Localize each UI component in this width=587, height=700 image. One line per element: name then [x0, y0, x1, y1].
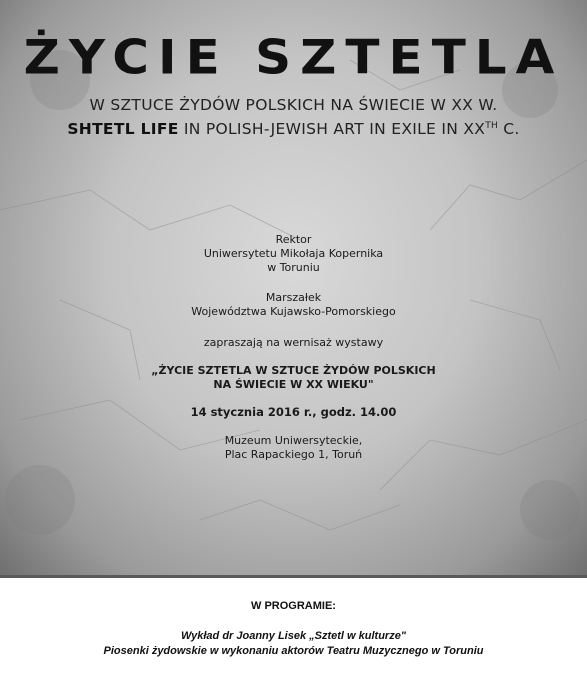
event-datetime: 14 stycznia 2016 r., godz. 14.00 [190, 405, 397, 419]
host-marshal [0, 291, 587, 319]
subtitle-english-rest: IN POLISH-JEWISH ART IN EXILE IN XX [178, 120, 486, 138]
program-lecture: Wykład dr Joanny Lisek „Sztetl w kulturze" [180, 630, 407, 642]
subtitle-english-bold: SHTETL LIFE [67, 120, 179, 138]
program-songs: Piosenki żydowskie w wykonaniu aktorów Teatru Muzycznego w Toruniu [103, 645, 484, 657]
subtitle-english-sup: TH [485, 120, 499, 131]
event-venue [0, 434, 587, 462]
host-rector-city: w Toruniu [267, 261, 320, 274]
host-rector-title: Rektor [275, 233, 312, 246]
venue-name: Muzeum Uniwersyteckie, [224, 434, 363, 447]
subtitle-english [0, 120, 587, 138]
subtitle-english-end: C. [498, 120, 520, 138]
program-heading: W PROGRAMIE: [251, 600, 336, 612]
poster-divider [0, 575, 587, 578]
venue-address: Plac Rapackiego 1, Toruń [224, 448, 363, 461]
host-rector-university: Uniwersytetu Mikołaja Kopernika [203, 247, 384, 260]
subtitle-polish: W SZTUCE ŻYDÓW POLSKICH NA ŚWIECIE W XX W. [89, 96, 498, 114]
exhibition-title-line2: NA ŚWIECIE W XX WIEKU" [213, 378, 374, 391]
exhibition-title-line1: „ŻYCIE SZTETLA W SZTUCE ŻYDÓW POLSKICH [151, 364, 436, 377]
invite-text: zapraszają na wernisaż wystawy [203, 336, 384, 349]
exhibition-title [0, 364, 587, 392]
poster-title: ŻYCIE SZTETLA [23, 29, 564, 85]
host-marshal-region: Województwa Kujawsko-Pomorskiego [191, 305, 396, 318]
host-marshal-title: Marszałek [265, 291, 322, 304]
host-rector [0, 233, 587, 275]
